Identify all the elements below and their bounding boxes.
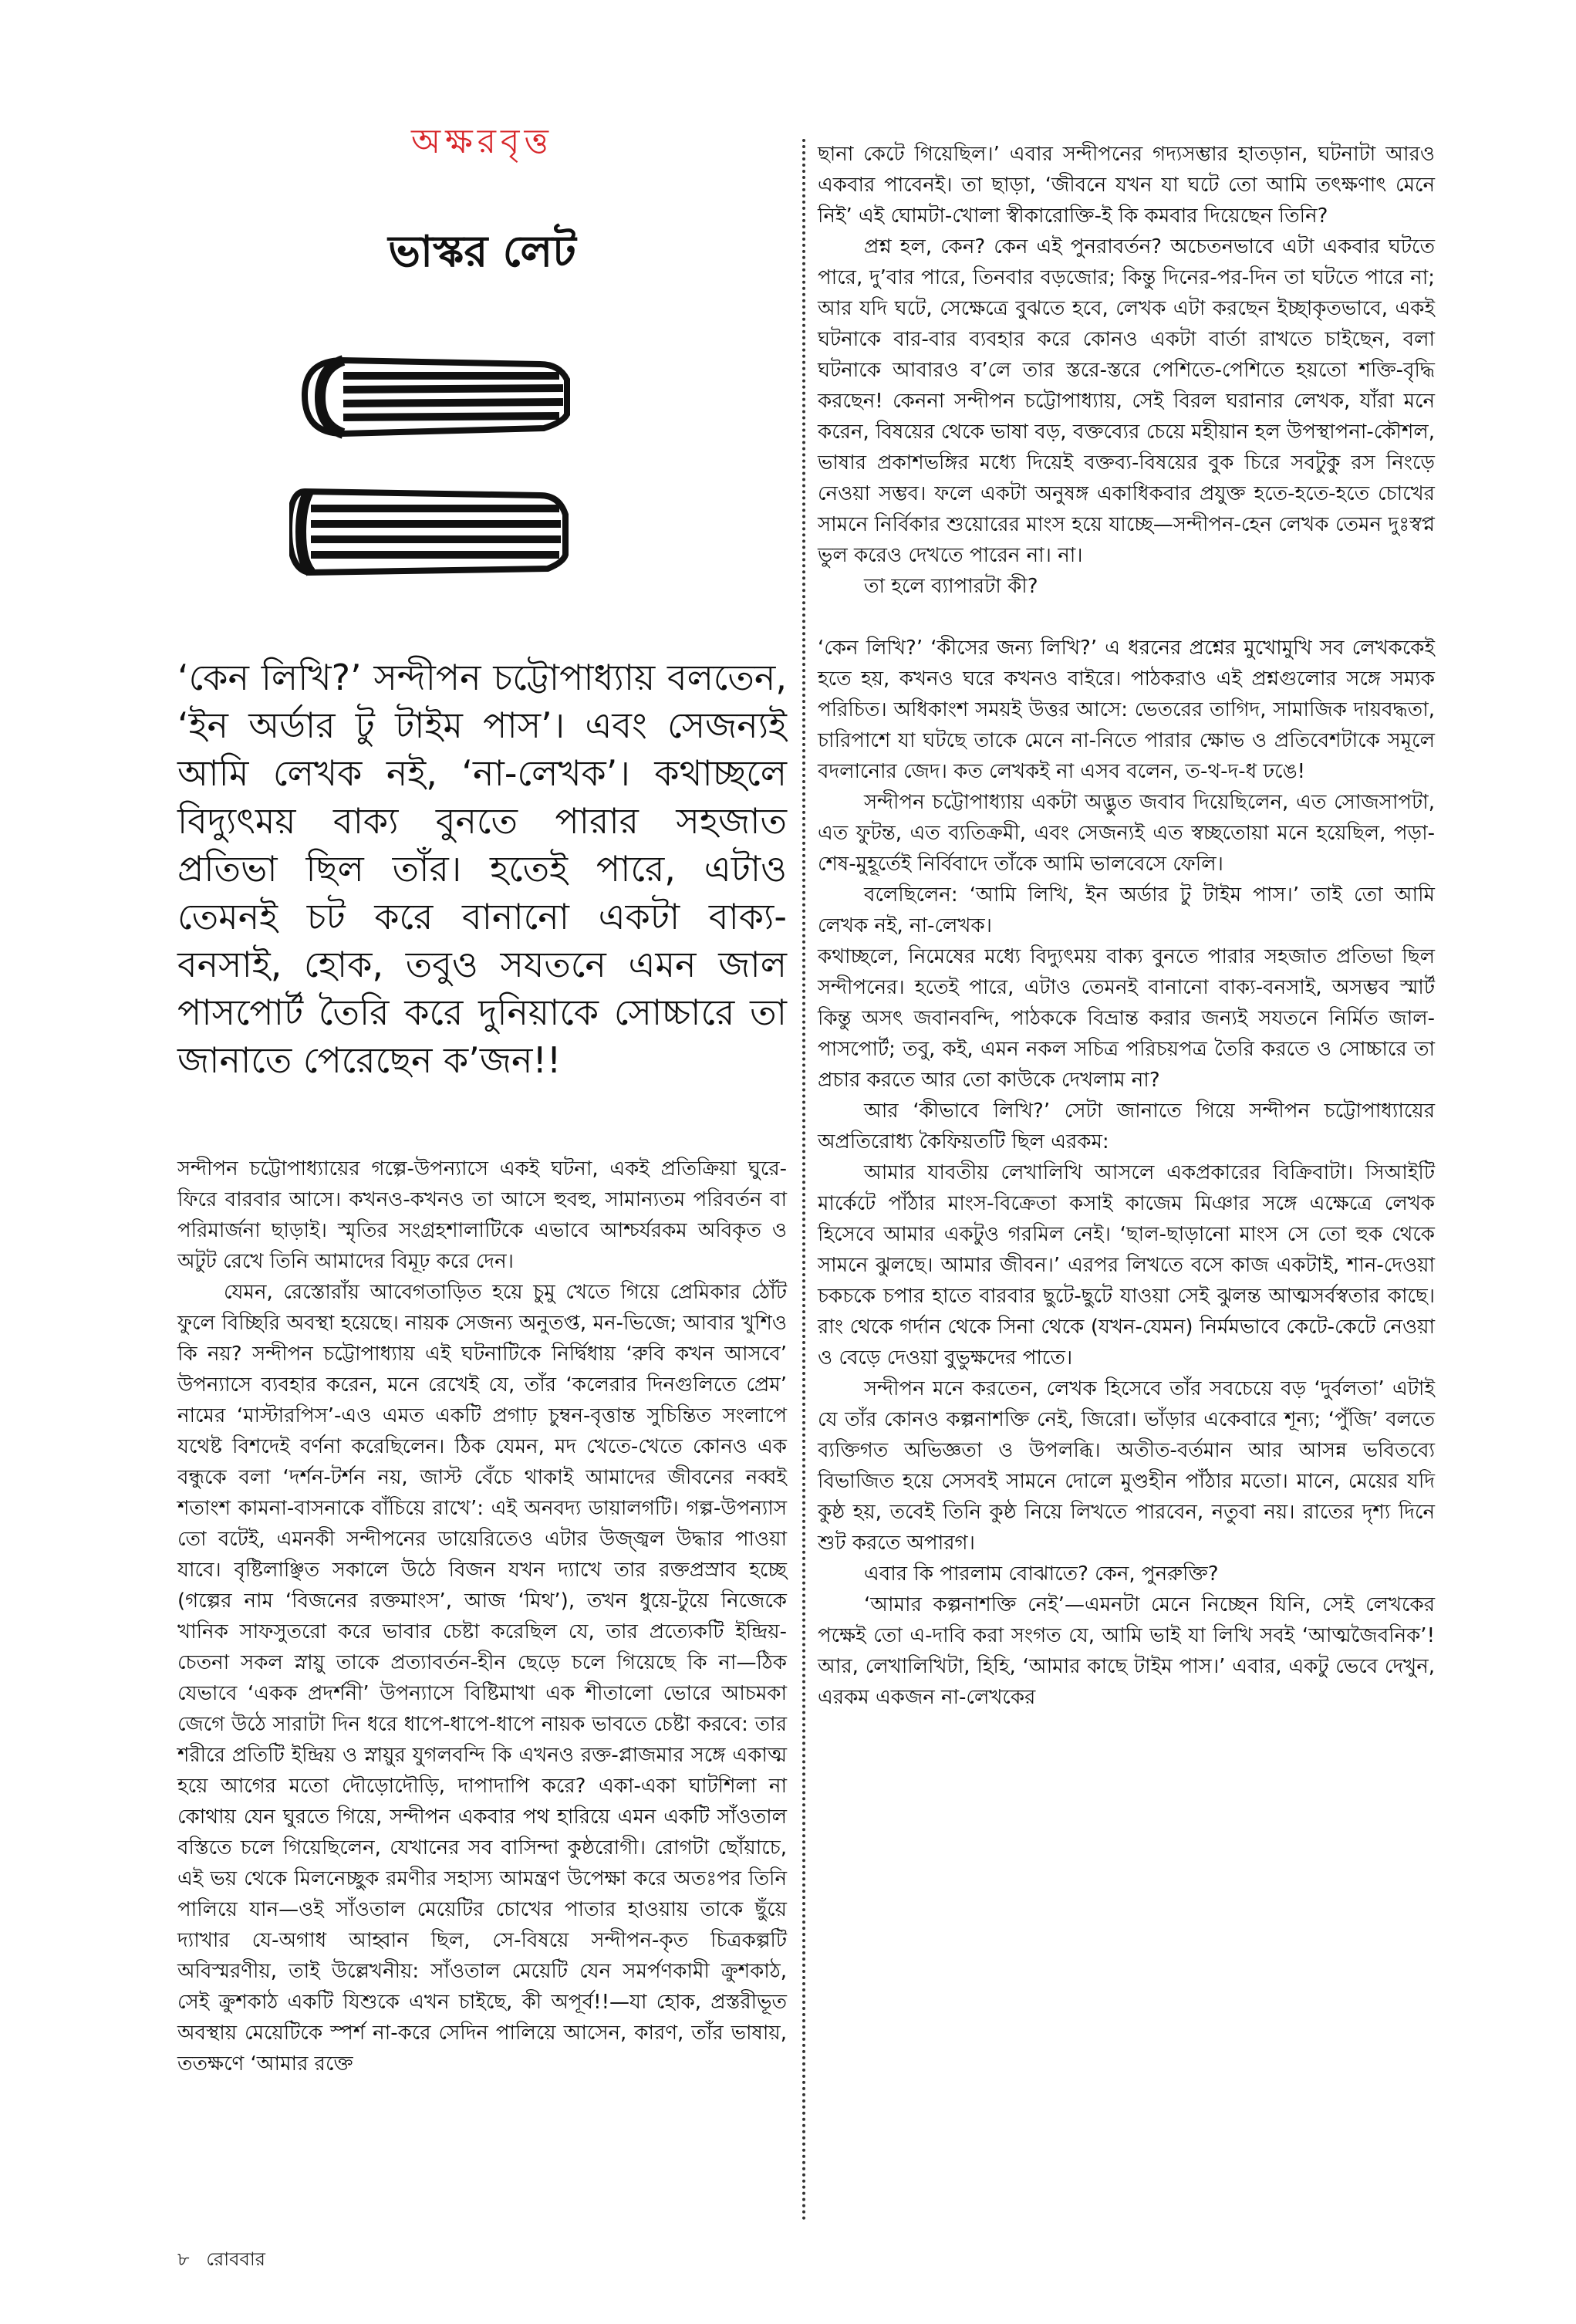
magazine-name: রোববার <box>206 2248 265 2270</box>
paragraph: বলেছিলেন: ‘আমি লিখি, ইন অর্ডার টু টাইম পাস।’ তাই তো আমি লেখক নই, না-লেখক। <box>818 883 1435 937</box>
book-stack-logo-icon <box>289 337 690 592</box>
paragraph: প্রশ্ন হল, কেন? কেন এই পুনরাবর্তন? অচেতনভাবে এটা একবার ঘটতে পারে, দু’বার পারে, তিনবার বড়জোর; কিন্তু দিনের-পর-দিন তা ঘটতে পারে না; আর যদি ঘটে, সেক্ষেত্রে বুঝতে হবে, লেখক এটা করছেন ইচ্ছাকৃতভাবে, একই ঘটনাকে বার-বার ব্যবহার করে কোনও একটা বার্তা রাখতে চাইছেন, বলা ঘটনাকে আবারও ব’লে তার স্তরে-স্তরে পেশিতে-পেশিতে হয়তো শক্তি-বৃদ্ধি করছেন! কেননা সন্দীপন চট্টোপাধ্যায়, সেই বিরল ঘরানার লেখক, যাঁরা মনে করেন, বিষয়ের থেকে ভাষা বড়, বক্তব্যের চেয়ে মহীয়ান হল উপস্থাপনা-কৌশল, ভাষার প্রকাশভঙ্গির মধ্যে দিয়েই বক্তব্য-বিষয়ের বুক চিরে সবটুকু রস নিংড়ে নেওয়া সম্ভব। ফলে একটা অনুষঙ্গ একাধিকবার প্রযুক্ত হতে-হতে-হতে চোখের সামনে নির্বিকার শুয়োরের মাংস হয়ে যাচ্ছে—সন্দীপন-হেন লেখক তেমন দুঃস্বপ্ন ভুল করেও দেখতে পারেন না। না। <box>818 235 1435 567</box>
author-name: ভাস্কর লেট <box>388 227 576 277</box>
paragraph: তা হলে ব্যাপারটা কী? <box>864 575 1038 598</box>
page-number: ৮ <box>177 2248 190 2270</box>
section-break <box>818 602 1435 633</box>
paragraph: আর ‘কীভাবে লিখি?’ সেটা জানাতে গিয়ে সন্দীপন চট্টোপাধ্যায়ের অপ্রতিরোধ্য কৈফিয়তটি ছিল এরকম: <box>818 1100 1435 1154</box>
paragraph: সন্দীপন চট্টোপাধ্যায় একটা অদ্ভুত জবাব দিয়েছিলেন, এত সোজসাপটা, এত ফুটন্ত, এত ব্যতিক্রমী, এবং সেজন্যই এত স্বচ্ছতোয়া মনে হয়েছিল, পড়া-শেষ-মুহূর্তেই নির্বিবাদে তাঁকে আমি ভালবেসে ফেলি। <box>818 791 1435 876</box>
column-kicker: অক্ষরবৃত্ত <box>411 122 553 161</box>
paragraph: যেমন, রেস্তোরাঁয় আবেগতাড়িত হয়ে চুমু খেতে গিয়ে প্রেমিকার ঠোঁট ফুলে বিচ্ছিরি অবস্থা হয়েছে। নায়ক সেজন্য অনুতপ্ত, মন-ভিজে; আবার খুশিও কি নয়? সন্দীপন চট্টোপাধ্যায় এই ঘটনাটিকে নির্দ্বিধায় ‘রুবি কখন আসবে’ উপন্যাসে ব্যবহার করেন, মনে রেখেই যে, তাঁর ‘কলেরার দিনগুলিতে প্রেম’ নামের ‘মাস্টারপিস’-এও এমত একটি প্রগাঢ় চুম্বন-বৃত্তান্ত সুচিন্তিত সংলাপে যথেষ্ট বিশদেই বর্ণনা করেছিলেন। ঠিক যেমন, মদ খেতে-খেতে কোনও এক বন্ধুকে বলা ‘দর্শন-টর্শন নয়, জাস্ট বেঁচে থাকাই আমাদের জীবনের নব্বই শতাংশ কামনা-বাসনাকে বাঁচিয়ে রাখে’: এই অনবদ্য ডায়ালগটি। গল্প-উপন্যাস তো বটেই, এমনকী সন্দীপনের ডায়েরিতেও এটার উজ্জ্বল উদ্ধার পাওয়া যাবে। বৃষ্টিলাঞ্ছিত সকালে উঠে বিজন যখন দ্যাখে তার রক্তপ্রস্রাব হচ্ছে (গল্পের নাম ‘বিজনের রক্তমাংস’, আজ ‘মিথ’), তখন ধুয়ে-টুয়ে নিজেকে খানিক সাফসুতরো করে ভাবার চেষ্টা করেছিল যে, তার প্রত্যেকটি ইন্দ্রিয়-চেতনা সকল স্নায়ু তাকে প্রত্যাবর্তন-হীন ছেড়ে চলে গিয়েছে কি না—ঠিক যেভাবে ‘একক প্রদর্শনী’ উপন্যাসে বিষ্টিমাখা এক শীতালো ভোরে আচমকা জেগে উঠে সারাটা দিন ধরে ধাপে-ধাপে-ধাপে নায়ক ভাবতে চেষ্টা করবে: তার শরীরে প্রতিটি ইন্দ্রিয় ও স্নায়ুর যুগলবন্দি কি এখনও রক্ত-প্লাজমার সঙ্গে একাত্ম হয়ে আগের মতো দৌড়োদৌড়ি, দাপাদাপি করে? একা-একা ঘাটশিলা না কোথায় যেন ঘুরতে গিয়ে, সন্দীপন একবার পথ হারিয়ে এমন একটি সাঁওতাল বস্তিতে চলে গিয়েছিলেন, যেখানের সব বাসিন্দা কুষ্ঠরোগী। রোগটা ছোঁয়াচে, এই ভয় থেকে মিলনেচ্ছুক রমণীর সহাস্য আমন্ত্রণ উপেক্ষা করে অতঃপর তিনি পালিয়ে যান—ওই সাঁওতাল মেয়েটির চোখের পাতার হাওয়ায় তাকে ছুঁয়ে দ্যাখার যে-অগাধ আহ্বান ছিল, সে-বিষয়ে সন্দীপন-কৃত চিত্রকল্পটি অবিস্মরণীয়, তাই উল্লেখনীয়: সাঁওতাল মেয়েটি যেন সমর্পণকামী ক্রুশকাঠ, সেই ক্রুশকাঠ একটি যিশুকে এখন চাইছে, কী অপূর্ব!!—যা হোক, প্রস্তরীভূত অবস্থায় মেয়েটিকে স্পর্শ না-করে সেদিন পালিয়ে আসেন, কারণ, তাঁর ভাষায়, ততক্ষণে ‘আমার রক্তে <box>177 1281 787 2076</box>
left-column <box>177 93 787 2079</box>
pull-quote: ‘কেন লিখি?’ সন্দীপন চট্টোপাধ্যায় বলতেন, ‘ইন অর্ডার টু টাইম পাস’। এবং সেজন্যই আমি লেখক নই, ‘না-লেখক’। কথাচ্ছলে বিদ্যুৎময় বাক্য বুনতে পারার সহজাত প্রতিভা ছিল তাঁর। হতেই পারে, এটাও তেমনই চট করে বানানো একটা বাক্য-বনসাই, হোক, তবুও সযতনে এমন জাল পাসপোর্ট তৈরি করে দুনিয়াকে সোচ্চারে তা জানাতে পেরেছেন ক’জন!! <box>177 657 787 1081</box>
right-column <box>818 139 1435 1713</box>
paragraph: সন্দীপন মনে করতেন, লেখক হিসেবে তাঁর সবচেয়ে বড় ‘দুর্বলতা’ এটাই যে তাঁর কোনও কল্পনাশক্তি নেই, জিরো। ভাঁড়ার একেবারে শূন্য; ‘পুঁজি’ বলতে ব্যক্তিগত অভিজ্ঞতা ও উপলব্ধি। অতীত-বর্তমান আর আসন্ন ভবিতব্যে বিভাজিত হয়ে সেসবই সামনে দোলে মুণ্ডহীন পাঁঠার মতো। মানে, মেয়ের যদি কুষ্ঠ হয়, তবেই তিনি কুষ্ঠ নিয়ে লিখতে পারবেন, নতুবা নয়। রাতের দৃশ্য দিনে শুট করতে অপারগ। <box>818 1377 1435 1555</box>
paragraph: ‘কেন লিখি?’ ‘কীসের জন্য লিখি?’ এ ধরনের প্রশ্নের মুখোমুখি সব লেখককেই হতে হয়, কখনও ঘরে কখনও বাইরে। পাঠকরাও এই প্রশ্নগুলোর সঙ্গে সম্যক পরিচিত। অধিকাংশ সময়ই উত্তর আসে: ভেতরের তাগিদ, সামাজিক দায়বদ্ধতা, চারিপাশে যা ঘটছে তাকে মেনে না-নিতে পারার ক্ষোভ ও প্রতিবেশটাকে সমূলে বদলানোর জেদ। কত লেখকই না এসব বলেন, ত-থ-দ-ধ ঢঙে! <box>818 637 1435 783</box>
page-footer <box>177 2245 265 2276</box>
paragraph: ‘আমার কল্পনাশক্তি নেই’—এমনটা মেনে নিচ্ছেন যিনি, সেই লেখকের পক্ষেই তো এ-দাবি করা সংগত যে, আমি ভাই যা লিখি সবই ‘আত্মজৈবনিক’! আর, লেখালিখিটা, হিহি, ‘আমার কাছে টাইম পাস।’ এবার, একটু ভেবে দেখুন, এরকম একজন না-লেখকের <box>818 1593 1435 1709</box>
column-divider <box>802 139 805 2222</box>
paragraph: আমার যাবতীয় লেখালিখি আসলে একপ্রকারের বিক্রিবাটা। সিআইটি মার্কেটে পাঁঠার মাংস-বিক্রেতা কসাই কাজেম মিঞার সঙ্গে এক্ষেত্রে লেখক হিসেবে আমার একটুও গরমিল নেই। ‘ছাল-ছাড়ানো মাংস সে তো হুক থেকে সামনে ঝুলছে। আমার জীবন।’ এরপর লিখতে বসে কাজ একটাই, শান-দেওয়া চকচকে চপার হাতে বারবার ছুটে-ছুটে যাওয়া সেই ঝুলন্ত আত্মসর্বস্বতার কাছে। রাং থেকে গর্দান থেকে সিনা থেকে (যখন-যেমন) নির্মমভাবে কেটে-কেটে নেওয়া ও বেড়ে দেওয়া বুভুক্ষদের পাতে। <box>818 1161 1435 1370</box>
paragraph: সন্দীপন চট্টোপাধ্যায়ের গল্পে-উপন্যাসে একই ঘটনা, একই প্রতিক্রিয়া ঘুরে-ফিরে বারবার আসে। কখনও-কখনও তা আসে হুবহু, সামান্যতম পরিবর্তন বা পরিমার্জনা ছাড়াই। স্মৃতির সংগ্রহশালাটিকে এভাবে আশ্চর্যরকম অবিকৃত ও অটুট রেখে তিনি আমাদের বিমূঢ় করে দেন। <box>177 1157 787 1273</box>
paragraph: এবার কি পারলাম বোঝাতে? কেন, পুনরুক্তি? <box>864 1562 1219 1586</box>
left-body-text <box>177 1154 787 2079</box>
paragraph: ছানা কেটে গিয়েছিল।’ এবার সন্দীপনের গদ্যসম্ভার হাতড়ান, ঘটনাটা আরও একবার পাবেনই। তা ছাড়া, ‘জীবনে যখন যা ঘটে তো আমি তৎক্ষণাৎ মেনে নিই’ এই ঘোমটা-খোলা স্বীকারোক্তি-ই কি কমবার দিয়েছেন তিনি? <box>818 143 1435 228</box>
paragraph: কথাচ্ছলে, নিমেষের মধ্যে বিদ্যুৎময় বাক্য বুনতে পারার সহজাত প্রতিভা ছিল সন্দীপনের। হতেই পারে, এটাও তেমনই বানানো বাক্য-বনসাই, অসম্ভব স্মার্ট কিন্তু অসৎ জবানবন্দি, পাঠককে বিভ্রান্ত করার জন্যই সযতনে নির্মিত জাল-পাসপোর্ট; তবু, কই, এমন নকল সচিত্র পরিচয়পত্র তৈরি করতে ও সোচ্চারে তা প্রচার করতে আর তো কাউকে দেখলাম না? <box>818 945 1435 1092</box>
